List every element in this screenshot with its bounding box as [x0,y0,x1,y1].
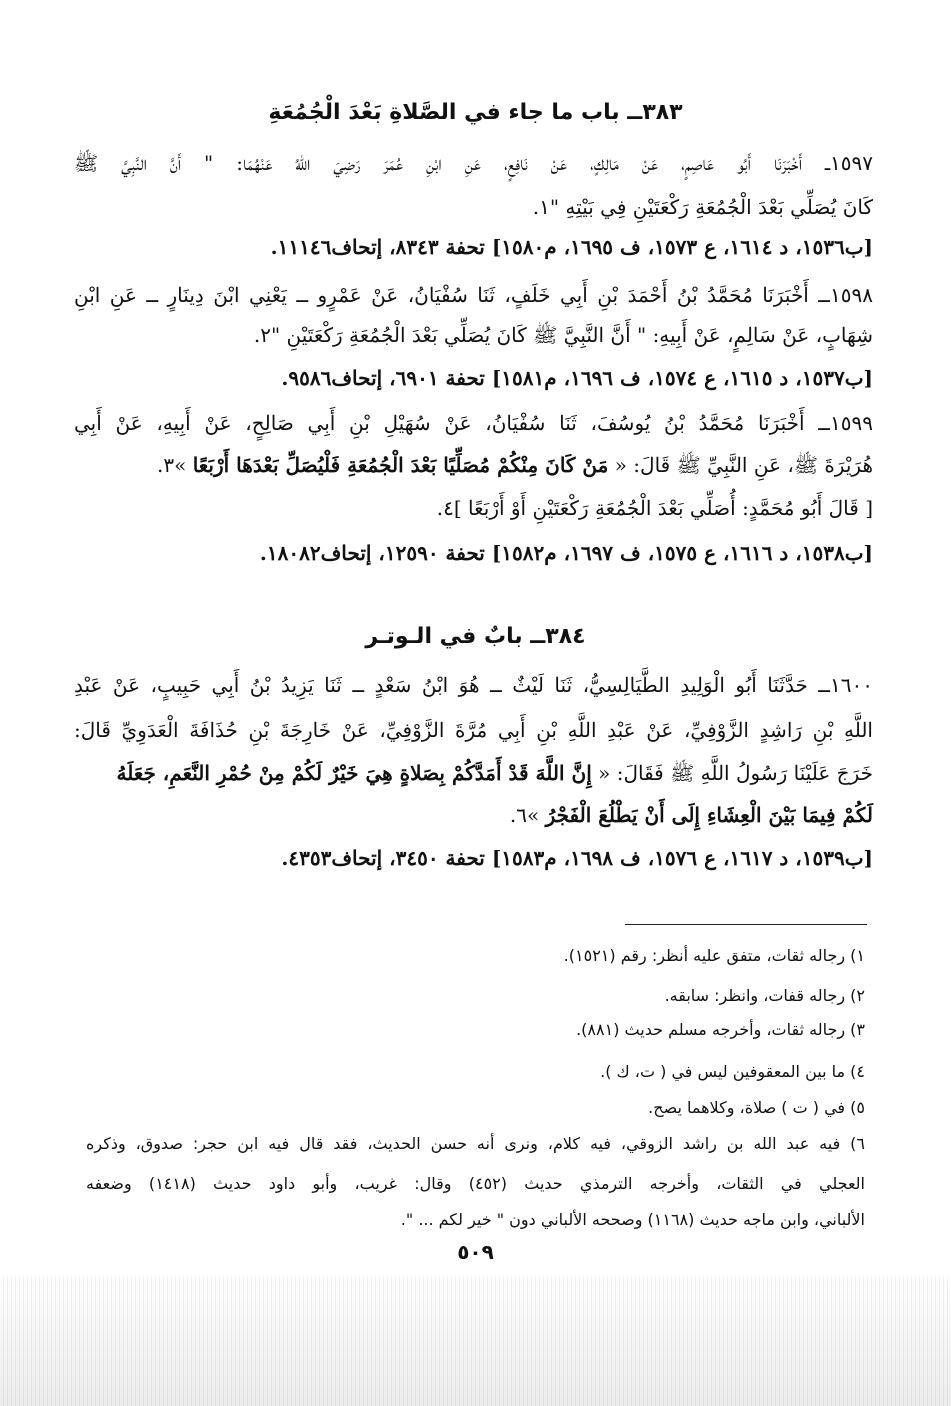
hadith-1600-intro: خَرَجَ عَلَيْنَا رَسُولُ اللَّهِ ﷺ فَقَالَ: « [591,761,873,785]
footnote-6-line-2: العجلي في الثقات، وأخرجه الترمذي حديث (٤٥٢) وقال: غريب، وأبو داود حديث (١٤١٨) وضعفه [86,1174,865,1193]
hadith-1600-close: »٦. [509,803,546,827]
chapter-heading-384: ٣٨٤ــ بابٌ في الـوتـر [365,624,586,649]
hadith-1597-references: [ب١٥٣٦، د ١٦١٤، ع ١٥٧٣، ف ١٦٩٥، م١٥٨٠] تحفة ٨٣٤٣، إتحاف١١١٤٦. [270,235,873,259]
footnote-5: ٥) في ( ت ) صلاة، وكلاهما يصح. [648,1098,865,1117]
page-number: ٥٠٩ [457,1240,494,1264]
footnote-4: ٤) ما بين المعقوفين ليس في ( ت، ك ). [600,1062,865,1081]
hadith-1599-darimi-note: [ قَالَ أَبُو مُحَمَّدٍ: أُصَلِّي بَعْدَ الْجُمُعَةِ رَكْعَتَيْنِ أَوْ أَرْبَعًا ]٤. [436,496,873,520]
hadith-1599-prophetic-text: مَنْ كَانَ مِنْكُمْ مُصَلِّيًا بَعْدَ الْجُمُعَةِ فَلْيُصَلِّ بَعْدَهَا أَرْبَعًا [192,453,609,477]
hadith-1599-close: »٣. [156,453,193,477]
hadith-1597-line-2: كَانَ يُصَلِّي بَعْدَ الْجُمُعَةِ رَكْعَتَيْنِ فِي بَيْتِهِ "١. [532,195,873,219]
hadith-1599-line-1: ١٥٩٩ــ أَخْبَرَنَا مُحَمَّدُ بْنُ يُوسُفَ، ثَنَا سُفْيَانُ، عَنْ سُهَيْلِ بْنِ أَبِي صَالِحٍ، عَنْ أَبِيهِ، عَنْ أَبِي [74,411,873,435]
hadith-1597-line-1: ١٥٩٧ــ أَخْبَرَنَا أَبُو عَاصِمٍ، عَنْ مَالِكٍ، عَنْ نَافِعٍ، عَنِ ابْنِ عُمَرَ رَضِيَ اللهُ عَنْهُمَا: " أَنَّ النَّبِيَّ ﷺ [74,151,873,175]
footnote-6-line-1: ٦) فيه عبد الله بن راشد الزوقي، فيه كلام، ونرى أنه حسن الحديث، فقد قال فيه ابن حجر: صدوق، وذكره [86,1134,865,1153]
footnote-2: ٢) رجاله قفات، وانظر: سابقه. [664,986,865,1005]
hadith-1600-prophetic-text: إِنَّ اللَّهَ قَدْ أَمَدَّكُمْ بِصَلاةٍ هِيَ خَيْرٌ لَكُمْ مِنْ حُمْرِ النَّعَمِ، جَعَلَهُ [116,761,592,785]
hadith-1598-references: [ب١٥٣٧، د ١٦١٥، ع ١٥٧٤، ف ١٦٩٦، م١٥٨١] تحفة ٦٩٠١، إتحاف٩٥٨٦. [281,366,873,390]
hadith-1599-references: [ب١٥٣٨، د ١٦١٦، ع ١٥٧٥، ف ١٦٩٧، م١٥٨٢] تحفة ١٢٥٩٠، إتحاف١٨٠٨٢. [259,541,873,565]
hadith-1598-line-1: ١٥٩٨ــ أَخْبَرَنَا مُحَمَّدُ بْنُ أَحْمَدَ بْنِ أَبِي خَلَفٍ، ثَنَا سُفْيَانُ، عَنْ عَمْرٍو ــ يَعْنِي ابْنَ دِينَارٍ ــ عَنِ ابْنِ [74,283,873,307]
hadith-1600-line-4 [510,800,873,830]
hadith-1600-line-2: اللَّهِ بْنِ رَاشِدٍ الزَّوْفِيِّ، عَنْ عَبْدِ اللَّهِ بْنِ أَبِي مُرَّةَ الزَّوْفِيِّ، عَنْ خَارِجَةَ بْنِ حُذَافَةَ الْعَدَوِيِّ قَالَ: [74,718,873,742]
hadith-1600-prophetic-text-cont: لَكُمْ فِيمَا بَيْنَ الْعِشَاءِ إِلَى أَنْ يَطْلُعَ الْفَجْرُ [545,803,873,827]
hadith-1600-line-3 [116,758,873,788]
hadith-1600-line-1: ١٦٠٠ــ حَدَّثَنَا أَبُو الْوَلِيدِ الطَّيَالِسِيُّ، ثَنَا لَيْثٌ ــ هُوَ ابْنُ سَعْدٍ ــ ثَنَا يَزِيدُ بْنُ أَبِي حَبِيبٍ، عَنْ عَبْدِ [74,673,873,697]
hadith-1599-line-2 [157,450,873,480]
hadith-1598-line-2: شِهَابٍ، عَنْ سَالِمٍ، عَنْ أَبِيهِ: " أَنَّ النَّبِيَّ ﷺ كَانَ يُصَلِّي بَعْدَ الْجُمُعَةِ رَكْعَتَيْنِ "٢. [253,323,873,347]
hadith-1600-references: [ب١٥٣٩، د ١٦١٧، ع ١٥٧٦، ف ١٦٩٨، م١٥٨٣] تحفة ٣٤٥٠، إتحاف٤٣٥٣. [281,846,873,870]
footnote-6-line-3: الألباني، وابن ماجه حديث (١١٦٨) وصححه الألباني دون " خير لكم ... ". [400,1210,865,1229]
footnote-separator [625,924,867,925]
hadith-1599-intro: هُرَيْرَةَ ﷺ، عَنِ النَّبِيِّ ﷺ قَالَ: « [608,453,873,477]
chapter-heading-383: ٣٨٣ــ باب ما جاء في الصَّلاةِ بَعْدَ الْجُمُعَةِ [268,100,683,125]
footnote-3: ٣) رجاله ثقات، وأخرجه مسلم حديث (٨٨١). [576,1020,865,1039]
scan-texture [0,1276,951,1406]
footnote-1: ١) رجاله ثقات، متفق عليه أنظر: رقم (١٥٢١). [563,946,865,965]
